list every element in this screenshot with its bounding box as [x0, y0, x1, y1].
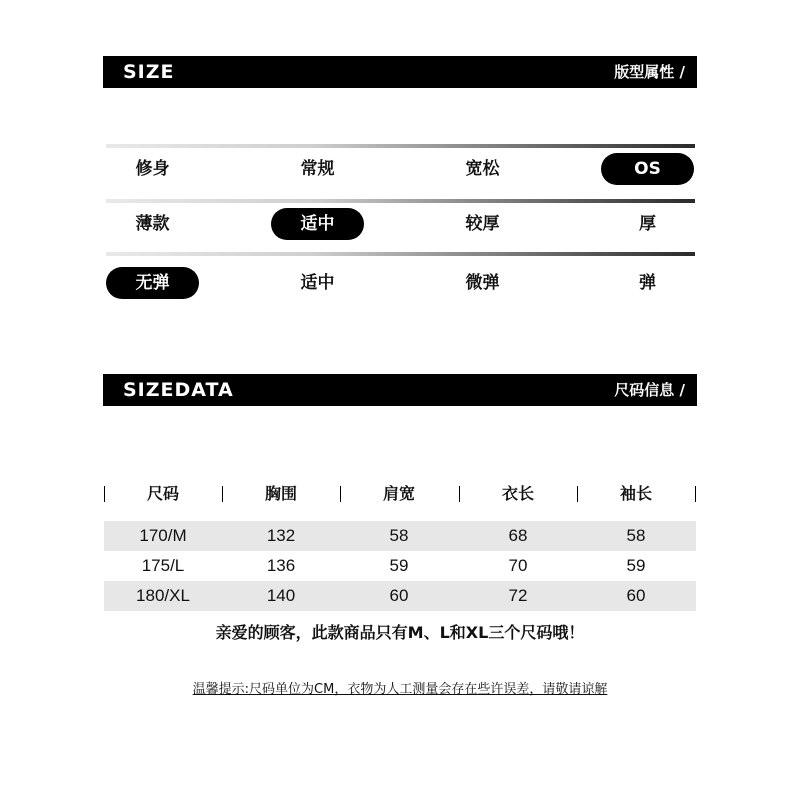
thickness-attribute-row: [0, 208, 800, 240]
elasticity-option-stretch: 弹: [639, 273, 656, 293]
table-cell: 59: [389, 556, 409, 575]
table-cell: 72: [508, 586, 528, 605]
sizedata-section-title: SIZEDATA: [123, 379, 234, 401]
thickness-option-thin: 薄款: [135, 214, 170, 234]
thickness-option-thicker: 较厚: [465, 214, 500, 234]
sizedata-section-subtitle: 尺码信息 /: [614, 381, 685, 399]
size-notice: 亲爱的顾客，此款商品只有M、L和XL三个尺码哦！: [215, 623, 585, 642]
table-cell: 140: [266, 586, 296, 605]
table-cell: 58: [389, 526, 409, 545]
header-size: 尺码: [146, 484, 179, 503]
fit-option-loose: 宽松: [465, 159, 500, 179]
table-cell: 60: [389, 586, 409, 605]
table-row: [104, 521, 696, 551]
table-cell: 58: [626, 526, 646, 545]
table-cell: 68: [508, 526, 528, 545]
size-section-subtitle: 版型属性 /: [614, 63, 685, 81]
thickness-option-thick: 厚: [639, 214, 656, 234]
header-sleeve: 袖长: [619, 484, 652, 503]
divider-line: [106, 199, 695, 203]
header-shoulder: 肩宽: [382, 484, 415, 503]
header-length: 衣长: [501, 484, 534, 503]
elasticity-option-medium: 适中: [300, 273, 335, 293]
table-cell: 60: [626, 586, 646, 605]
fit-option-regular: 常规: [300, 159, 335, 179]
size-table-header: [0, 481, 800, 507]
sizedata-header-bar: [103, 374, 697, 406]
header-chest: 胸围: [264, 484, 297, 503]
size-header-bar: [103, 56, 697, 88]
table-cell: 170/M: [139, 526, 187, 545]
table-cell: 136: [266, 556, 296, 575]
divider-line: [106, 144, 695, 148]
divider-line: [106, 252, 695, 256]
measurement-tip: [0, 680, 800, 700]
fit-option-oversize: OS: [601, 153, 694, 185]
elasticity-option-slight: 微弹: [465, 273, 500, 293]
fit-option-slim: 修身: [135, 159, 170, 179]
table-row: [104, 581, 696, 611]
table-row: [104, 551, 696, 581]
size-section-title: SIZE: [123, 61, 175, 83]
fit-attribute-row: [0, 153, 800, 185]
table-cell: 180/XL: [136, 586, 190, 605]
measurement-tip-text: 温馨提示:尺码单位为CM，衣物为人工测量会存在些许误差，请敬请谅解: [192, 682, 608, 697]
table-cell: 132: [266, 526, 296, 545]
table-cell: 59: [626, 556, 646, 575]
column-separator: [695, 486, 696, 502]
table-cell: 70: [508, 556, 528, 575]
table-cell: 175/L: [141, 556, 185, 575]
thickness-option-medium: 适中: [271, 208, 364, 240]
elasticity-attribute-row: [0, 267, 800, 299]
elasticity-option-none: 无弹: [106, 267, 199, 299]
